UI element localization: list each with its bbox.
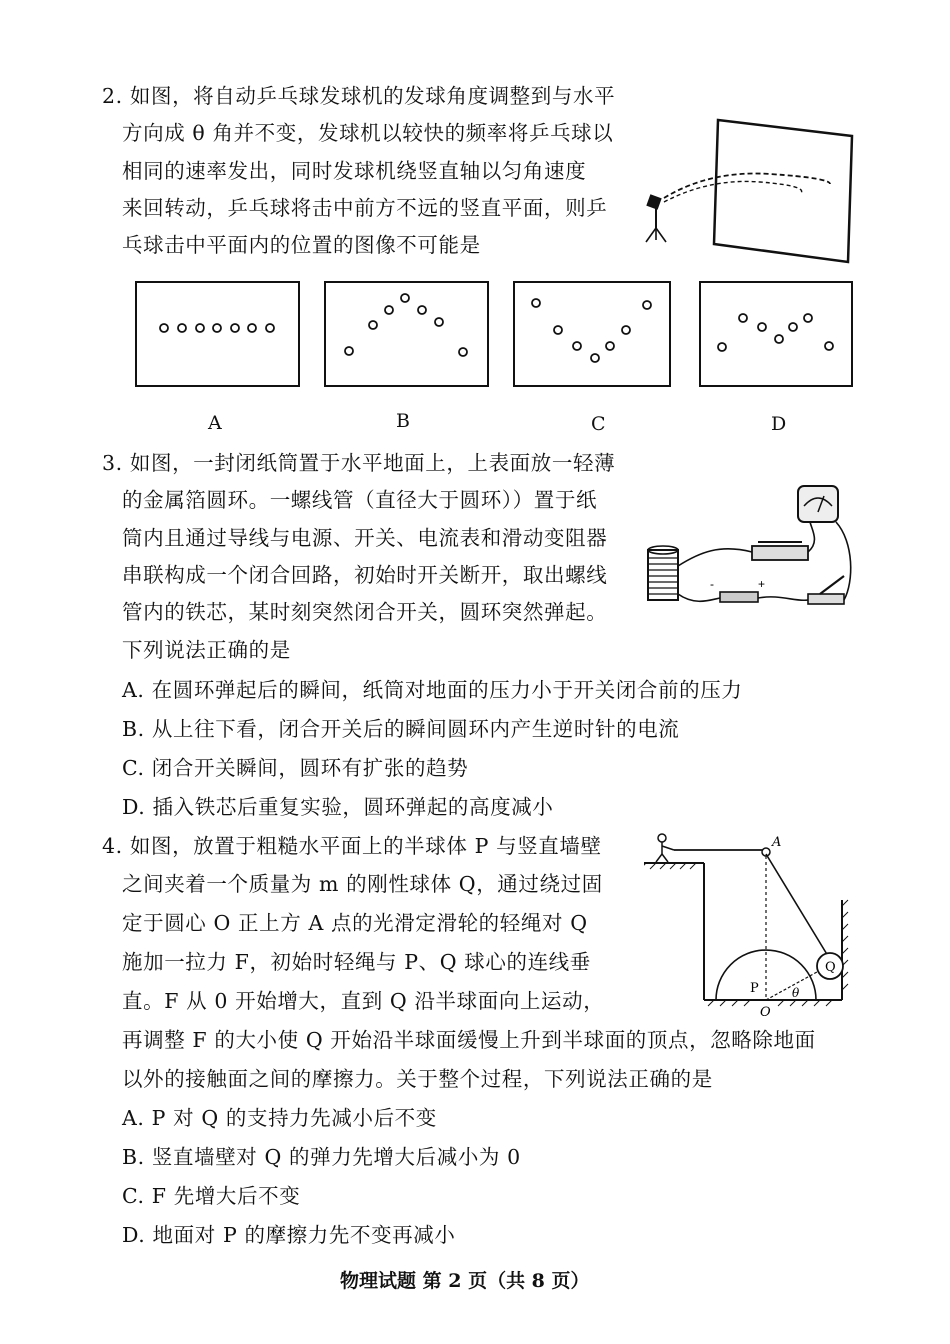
q4-line-6: 再调整 F 的大小使 Q 开始沿半球面缓慢上升到半球面的顶点，忽略除地面 [122, 1028, 816, 1052]
q3-line-6: 下列说法正确的是 [122, 638, 291, 662]
ball-q-label: Q [825, 960, 836, 975]
q3-line-3: 筒内且通过导线与电源、开关、电流表和滑动变阻器 [122, 526, 608, 550]
q2-line-2: 方向成 θ 角并不变，发球机以较快的频率将乒乓球以 [122, 121, 614, 145]
q3-line-4: 串联构成一个闭合回路，初始时开关断开，取出螺线 [122, 563, 608, 587]
battery-plus-label: + [758, 577, 766, 591]
q3-choice-a: A. 在圆环弹起后的瞬间，纸筒对地面的压力小于开关闭合前的压力 [122, 678, 743, 702]
q4-line-7: 以外的接触面之间的摩擦力。关于整个过程，下列说法正确的是 [122, 1067, 713, 1091]
circuit-figure [640, 482, 860, 632]
page-footer: 物理试题 第 2 页（共 8 页） [340, 1270, 590, 1292]
q4-line-5: 直。F 从 0 开始增大，直到 Q 沿半球面向上运动， [122, 989, 605, 1013]
option-a-label: A [208, 412, 222, 434]
battery-minus-label: - [710, 577, 714, 591]
q2-line-1: 2. 如图，将自动乒乓球发球机的发球角度调整到与水平 [102, 84, 616, 108]
option-c-label: C [591, 413, 606, 435]
option-d-label: D [771, 413, 787, 435]
q3-line-1: 3. 如图，一封闭纸筒置于水平地面上，上表面放一轻薄 [102, 451, 616, 475]
q4-line-2: 之间夹着一个质量为 m 的刚性球体 Q，通过绕过固 [122, 872, 603, 896]
theta-label: θ [792, 986, 800, 1000]
q2-line-4: 来回转动，乒乓球将击中前方不远的竖直平面，则乒 [122, 196, 608, 220]
q4-choice-b: B. 竖直墙壁对 Q 的弹力先增大后减小为 0 [122, 1145, 521, 1169]
q3-choice-d: D. 插入铁芯后重复实验，圆环弹起的高度减小 [122, 795, 554, 819]
center-o-label: O [760, 1005, 771, 1018]
q3-choice-c: C. 闭合开关瞬间，圆环有扩张的趋势 [122, 756, 469, 780]
q4-line-3: 定于圆心 O 正上方 A 点的光滑定滑轮的轻绳对 Q [122, 911, 588, 935]
q3-choice-b: B. 从上往下看，闭合开关后的瞬间圆环内产生逆时针的电流 [122, 717, 680, 741]
hemisphere-pulley-figure [644, 832, 854, 1018]
q2-line-5: 乓球击中平面内的位置的图像不可能是 [122, 233, 481, 257]
hemisphere-p-label: P [750, 981, 759, 996]
q2-line-3: 相同的速率发出，同时发球机绕竖直轴以匀角速度 [122, 159, 587, 183]
point-a-label: A [772, 835, 782, 850]
q4-choice-d: D. 地面对 P 的摩擦力先不变再减小 [122, 1223, 456, 1247]
q3-line-2: 的金属箔圆环。一螺线管（直径大于圆环））置于纸 [122, 488, 598, 512]
q4-choice-c: C. F 先增大后不变 [122, 1184, 301, 1208]
option-dots [0, 0, 950, 420]
q4-line-1: 4. 如图，放置于粗糙水平面上的半球体 P 与竖直墙壁 [102, 834, 602, 858]
option-b-label: B [396, 410, 410, 432]
q4-line-4: 施加一拉力 F，初始时轻绳与 P、Q 球心的连线垂 [122, 950, 591, 974]
q4-choice-a: A. P 对 Q 的支持力先减小后不变 [122, 1106, 437, 1130]
q3-line-5: 管内的铁芯，某时刻突然闭合开关，圆环突然弹起。 [122, 600, 608, 624]
